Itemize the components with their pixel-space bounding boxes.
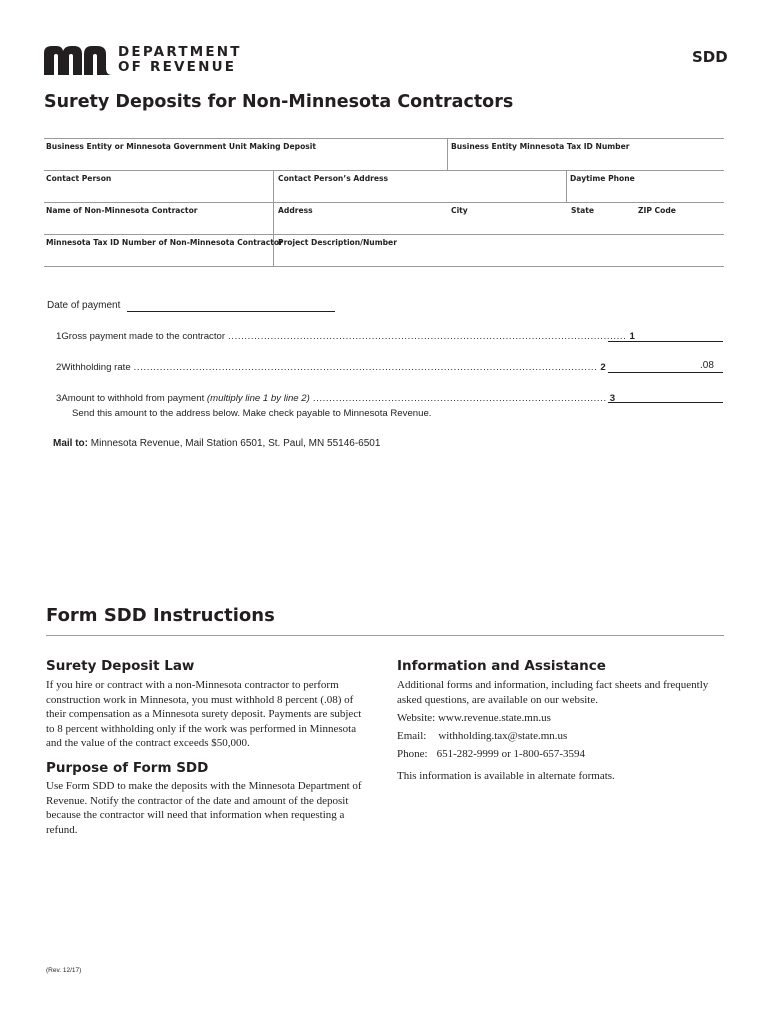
field-rule: [44, 234, 724, 235]
contact-address-field[interactable]: Contact Person’s Address: [278, 174, 389, 183]
mail-to: [53, 438, 380, 449]
business-tax-id-field[interactable]: Business Entity Minnesota Tax ID Number: [451, 142, 630, 151]
line-ref: 1: [629, 331, 635, 342]
field-divider: [447, 138, 448, 170]
field-rule: [44, 170, 724, 171]
city-field[interactable]: City: [451, 206, 468, 215]
contractor-name-field[interactable]: Name of Non-Minnesota Contractor: [46, 206, 198, 215]
state-field[interactable]: State: [571, 206, 595, 215]
info-heading: Information and Assistance: [397, 658, 606, 674]
contact-person-field[interactable]: Contact Person: [46, 174, 112, 183]
line-ref: 2: [600, 362, 606, 373]
daytime-phone-field[interactable]: Daytime Phone: [570, 174, 635, 183]
business-entity-field[interactable]: Business Entity or Minnesota Government Unit Making Deposit: [46, 142, 317, 151]
address-field[interactable]: Address: [278, 206, 313, 215]
mail-address: Minnesota Revenue, Mail Station 6501, St. Paul, MN 55146-6501: [88, 438, 381, 449]
line-1: [56, 331, 635, 342]
mail-to-label: Mail to:: [53, 438, 88, 449]
field-rule: [44, 202, 724, 203]
department-logo: [44, 46, 244, 76]
email-line: [397, 730, 567, 742]
line-2-input[interactable]: [608, 372, 723, 373]
phone-line: [397, 748, 585, 760]
withholding-rate-value: .08: [700, 360, 714, 371]
alt-formats-note: This information is available in alternate formats.: [397, 770, 615, 782]
line-1-input[interactable]: [608, 341, 723, 342]
line-ref: 3: [609, 393, 616, 404]
revision-date: (Rev. 12/17): [46, 967, 82, 974]
dept-line-2: OF REVENUE: [118, 59, 237, 75]
send-note: Send this amount to the address below. Make check payable to Minnesota Revenue.: [72, 408, 432, 419]
line-3: [56, 393, 616, 404]
purpose-text: Use Form SDD to make the deposits with the Minnesota Department of Revenue. Notify the contractor of the date and amount of the deposit because the contractor will need that information when requesting a refund.: [46, 780, 362, 836]
form-title: Surety Deposits for Non-Minnesota Contractors: [44, 92, 514, 112]
dot-leader: ..............................................................................................................................................: [133, 362, 598, 373]
email-value[interactable]: withholding.tax@state.mn.us: [438, 730, 568, 742]
dept-line-1: DEPARTMENT: [118, 44, 242, 60]
line-label: Amount to withhold from payment: [61, 393, 207, 404]
dot-leader: ..........................................................................................................................: [228, 331, 627, 342]
field-rule: [44, 138, 724, 139]
field-rule: [44, 266, 724, 267]
field-divider: [273, 170, 274, 266]
phone-label: Phone:: [397, 748, 428, 760]
line-3-input[interactable]: [608, 402, 723, 403]
purpose-heading: Purpose of Form SDD: [46, 760, 209, 776]
form-code: SDD: [692, 48, 728, 66]
website-line: Website: www.revenue.state.mn.us: [397, 712, 551, 724]
line-label-note: (multiply line 1 by line 2): [206, 393, 310, 404]
mn-logo-icon: [44, 46, 114, 76]
instructions-rule: [46, 635, 724, 636]
instructions-title: Form SDD Instructions: [46, 605, 275, 626]
field-divider: [566, 170, 567, 202]
zip-field[interactable]: ZIP Code: [638, 206, 676, 215]
date-of-payment-label: Date of payment: [47, 300, 121, 311]
line-label: Withholding rate: [61, 362, 131, 373]
department-name: [118, 45, 242, 75]
info-text: Additional forms and information, including fact sheets and frequently asked questions, are available on our website.: [397, 679, 709, 706]
line-number: 1: [56, 331, 62, 342]
line-2: [56, 362, 606, 373]
line-number: 3: [56, 393, 62, 404]
dot-leader: ..........................................................................................: [312, 393, 607, 404]
project-field[interactable]: Project Description/Number: [278, 238, 397, 247]
contractor-tax-id-field[interactable]: Minnesota Tax ID Number of Non-Minnesota Contractor: [46, 238, 283, 247]
line-number: 2: [56, 362, 62, 373]
phone-value: 651-282-9999 or 1-800-657-3594: [436, 748, 586, 760]
email-label: Email:: [397, 730, 427, 742]
surety-law-text: If you hire or contract with a non-Minnesota contractor to perform construction work in Minnesota, you must withhold 8 percent (.08) of their compensation as a Minnesota surety deposit. Payments are subject to 8 percent withholding only if the work was performed in Minnesota and the value of the contract exceeds $50,000.: [46, 679, 362, 750]
line-label: Gross payment made to the contractor: [61, 331, 226, 342]
date-of-payment-input[interactable]: [127, 311, 335, 312]
surety-law-heading: Surety Deposit Law: [46, 658, 195, 674]
